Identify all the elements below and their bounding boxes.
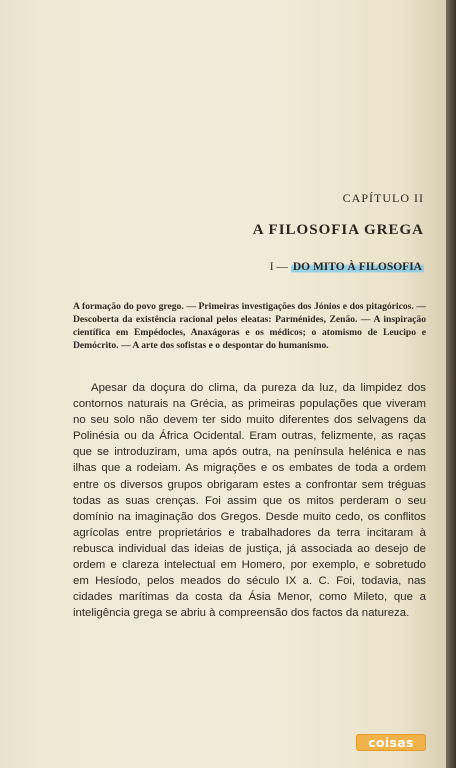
section-heading <box>270 261 424 273</box>
chapter-title: A FILOSOFIA GREGA <box>252 222 424 238</box>
chapter-summary: A formação do povo grego. — Primeiras investigações dos Jónios e dos pitagóricos. — Descoberta da existência racional pelos eleatas: Parménides, Zenão. — A inspiração científica em Empédocles, Anaxágoras e os médicos; o atomismo de Leucipo e Demócrito. — A arte dos sofistas e o despontar do humanismo. <box>73 301 426 351</box>
coisas-watermark-logo: coisas <box>356 734 426 751</box>
chapter-number: CAPÍTULO II <box>342 191 424 205</box>
body-text <box>73 380 426 621</box>
page-edge-shadow <box>446 0 456 768</box>
section-title-highlighted: DO MITO À FILOSOFIA <box>292 261 422 273</box>
section-number: I — <box>269 261 288 273</box>
body-paragraph: Apesar da doçura do clima, da pureza da luz, da limpidez dos contornos naturais na Grécia, as primeiras populações que viveram no seu solo não devem ter sido muito diferentes dos selvagens da Polinésia ou da África Ocidental. Eram outras, felizmente, as raças que se introduziram, uma após outra, na península helénica e nas ilhas que a rodeiam. As migrações e os embates de toda a ordem entre os diversos grupos obrigaram estes a confrontar sem tréguas todas as suas crenças. Foi assim que os mitos perderam o seu domínio na imaginação dos Gregos. Desde muito cedo, os conflitos agrícolas entre proprietários e trabalhadores da terra incitaram à rebusca individual das ideias de justiça, já associada ao desejo de ordem e clareza intelectual em Homero, por exemplo, e sobretudo em Hesíodo, pelos meados do século IX a. C. Foi, todavia, nas cidades marítimas da costa da Ásia Menor, como Mileto, que a inteligência grega se abriu à compreensão dos factos da natureza. <box>73 382 426 620</box>
